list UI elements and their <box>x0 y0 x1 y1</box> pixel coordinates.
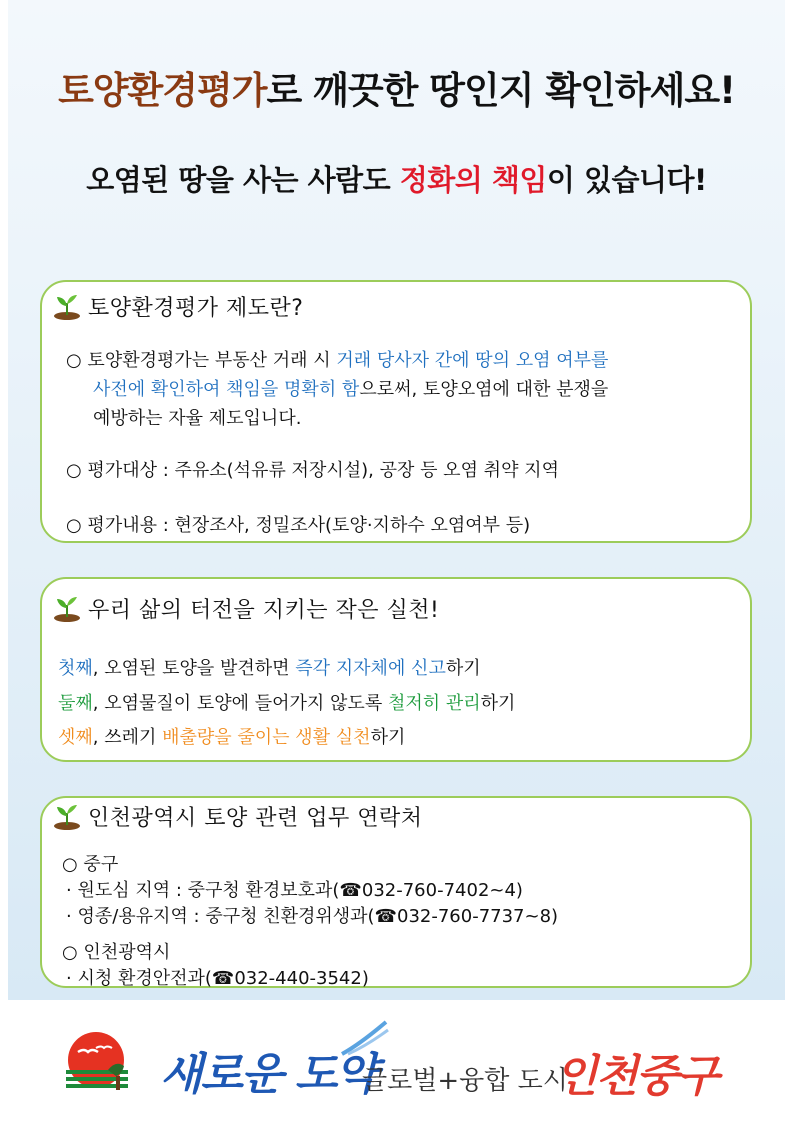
practice-highlight: 철저히 관리 <box>387 693 481 714</box>
contact-item-old-downtown: · 원도심 지역 : 중구청 환경보호과(☎032-760-7402~4) <box>66 880 523 901</box>
headline-highlight: 토양환경평가 <box>58 69 267 112</box>
practice-highlight: 배출량을 줄이는 생활 실천 <box>162 727 371 748</box>
practice-line-2 <box>58 689 515 715</box>
ordinal-label: 둘째 <box>58 693 93 714</box>
practice-line-3 <box>58 723 405 749</box>
sprout-icon <box>52 596 82 622</box>
contact-item-yeongjong: · 영종/용유지역 : 중구청 친환경위생과(☎032-760-7737~8) <box>66 906 559 927</box>
desc-text: ○ 토양환경평가는 부동산 거래 시 <box>66 350 337 371</box>
desc-highlight: 거래 당사자 간에 땅의 오염 여부를 <box>336 350 609 371</box>
practice-text: 하기 <box>370 727 406 748</box>
desc-text: 으로써, 토양오염에 대한 분쟁을 <box>359 379 609 400</box>
sub-headline-highlight: 정화의 책임 <box>399 163 547 197</box>
system-content-line: ○ 평가내용 : 현장조사, 정밀조사(토양·지하수 오염여부 등) <box>66 515 531 536</box>
slogan-main: 새로운 도약 <box>160 1049 376 1100</box>
panel-title-system <box>52 291 303 322</box>
ordinal-label: 첫째 <box>58 658 93 679</box>
sub-headline-before: 오염된 땅을 사는 사람도 <box>86 163 400 197</box>
panel-title-practice <box>52 593 439 624</box>
headline-rest: 로 깨끗한 땅인지 확인하세요! <box>266 69 735 112</box>
panel-title-text: 인천광역시 토양 관련 업무 연락처 <box>88 806 423 831</box>
system-desc-line-2 <box>93 375 608 401</box>
sub-headline-after: 이 있습니다! <box>546 163 707 197</box>
system-target-line: ○ 평가대상 : 주유소(석유류 저장시설), 공장 등 오염 취약 지역 <box>66 460 559 481</box>
jung-gu-emblem-icon <box>64 1030 134 1096</box>
practice-text: , 오염물질이 토양에 들어가지 않도록 <box>92 693 388 714</box>
main-headline <box>0 60 793 114</box>
practice-text: , 오염된 토양을 발견하면 <box>92 658 296 679</box>
practice-text: , 쓰레기 <box>92 727 163 748</box>
panel-title-text: 우리 삶의 터전을 지키는 작은 실천! <box>88 598 440 623</box>
slogan-mid: 글로벌+융합 도시 <box>362 1066 568 1096</box>
system-desc-line-1 <box>66 346 608 372</box>
practice-text: 하기 <box>480 693 516 714</box>
system-desc-line-3: 예방하는 자율 제도입니다. <box>93 408 302 429</box>
practice-line-1 <box>58 654 481 680</box>
desc-highlight: 사전에 확인하여 책임을 명확히 함 <box>93 379 360 400</box>
sprout-icon <box>52 294 82 320</box>
contact-item-city-hall: · 시청 환경안전과(☎032-440-3542) <box>66 968 369 989</box>
panel-title-contacts <box>52 801 423 832</box>
panel-title-text: 토양환경평가 제도란? <box>88 296 304 321</box>
slogan-end: 인천중구 <box>555 1051 718 1102</box>
ordinal-label: 셋째 <box>58 727 93 748</box>
contact-group-junggu: ○ 중구 <box>62 854 119 875</box>
sub-headline <box>0 158 793 199</box>
sprout-icon <box>52 804 82 830</box>
practice-text: 하기 <box>445 658 481 679</box>
practice-highlight: 즉각 지자체에 신고 <box>295 658 446 679</box>
contact-group-incheon: ○ 인천광역시 <box>62 942 171 963</box>
